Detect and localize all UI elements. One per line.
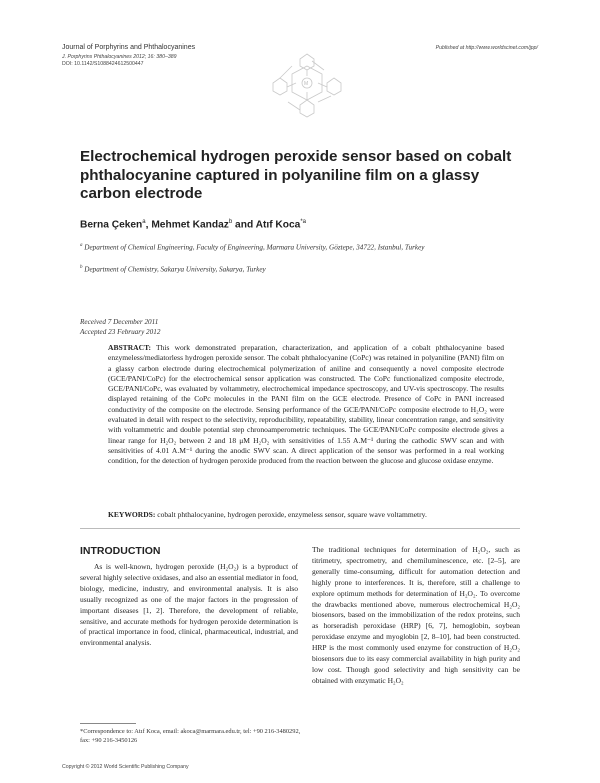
footnote-rule [80,723,136,724]
author-affiliation-mark: a [142,219,146,225]
correspondence-footnote: *Correspondence to: Atıf Koca, email: akoca@marmara.edu.tr, tel: +90 216-3480292, fax: +90 216-3450126 [80,728,301,744]
abstract [108,343,504,467]
author-list [80,219,306,230]
author-affiliation-mark: b [228,219,233,225]
section-divider [80,528,520,529]
doi: DOI: 10.1142/S1088424612500447 [62,61,144,67]
keywords [108,510,504,520]
introduction-right-column: The traditional techniques for determination of H₂O₂, such as titrimetry, spectrometry, and chemiluminescence, etc. [2–5], are generally time-consuming, difficult for automation detection and highly prone to interferences. It is, therefore, still a challenge to explore optimum methods for determination of H₂O₂. To overcome the drawbacks mentioned above, numerous electrochemical H₂O₂ biosensors, based on the immobilization of the redox proteins, such as horseradish peroxidase (HRP) [6, 7], hemoglobin, soybean peroxidase enzyme and myoglobin [2, 8–10], had been constructed. HRP is the most commonly used enzyme for construction of H₂O₂ biosensors due to its easy commercial availability in high purity and low cost. Though good selectivity and high sensitivity can be obtained with enzymatic H₂O₂ [312,545,520,685]
affiliation [80,241,530,252]
affiliation-text: Department of Chemistry, Sakarya University, Sakarya, Turkey [82,265,266,274]
journal-name: Journal of Porphyrins and Phthalocyanines [62,44,196,51]
introduction-heading: INTRODUCTION [80,545,161,557]
keywords-text: cobalt phthalocyanine, hydrogen peroxide, enzymeless sensor, square wave voltammetry. [155,510,427,519]
author-separator: , [145,219,152,231]
affiliation-mark: b [80,265,83,270]
accepted-date: Accepted 23 February 2012 [80,328,161,336]
received-date: Received 7 December 2011 [80,318,159,326]
introduction-left-column: As is well-known, hydrogen peroxide (H₂O₂) is a byproduct of several highly selective oxidases, and also an essential mediator in food, biology, medicine, industry, and environmental analysis. It is also usually recognized as one of the major factors in the progression of important diseases [1, 2]. Therefore, the development of reliable, sensitive, and accurate methods for hydrogen peroxide determination is of practical importance in food, clinical, pharmaceutical, industrial, and environmental analysis. [80,562,298,648]
phthalocyanine-logo [268,52,346,124]
abstract-text: This work demonstrated preparation, characterization, and application of a cobalt phthalocyanine based enzymeless/mediatorless hydrogen peroxide sensor. The cobalt phthalocyanine (CoPc) was retained in polyaniline (PANI) film on a glassy carbon electrode during electrochemical polymerization of aniline and consequently a novel composite electrode (GCE/PANI/CoPc) for the electrochemical sensor application was constructed. The CoPc functionalized composite electrode, GCE/PANI/CoPc, was evaluated by voltammetry, electrochemical impedance spectroscopy, and UV-vis spectroscopy. The results displayed retaining of the CoPc molecules in the PANI film on the GCE electrode. Presence of CoPc in PANI increased conductivity of the composite on the electrode. Sensing performance of the GCE/PANI/CoPc composite electrode to H₂O₂ were evaluated in detail with respect to the selectivity, reproducibility, repeatability, stability, linear concentration range, and sensitivity with voltammetric and double potential step chronoamperometric techniques. The GCE/PANI/CoPc composite electrode gives a linear range for H₂O₂ between 2 and 18 μM H₂O₂ with sensitivities of 1.55 A.M⁻¹ during the cathodic SWV scan and with sensitivities of 4.01 A.M⁻¹ during the anodic SWV scan. A direct application of the sensor was performed in a real working condition, for the detection of hydrogen peroxide produced from the reaction between the glucose and glucose oxidase enzyme. [108,343,504,466]
affiliation [80,263,530,274]
author-affiliation-mark: *a [300,219,307,225]
affiliation-mark: a [80,243,83,248]
journal-citation: J. Porphyrins Phthalocyanines 2012; 16: 380–389 [62,54,177,60]
author-name: Mehmet Kandaz [151,219,229,231]
author-name: Atıf Koca [255,219,301,231]
author-and: and [232,219,256,231]
article-dates [80,317,160,337]
keywords-label: KEYWORDS: [108,510,156,519]
affiliation-text: Department of Chemical Engineering, Faculty of Engineering, Marmara University, Göztepe, 34722, Istanbul, Turkey [82,243,425,252]
abstract-label: ABSTRACT: [108,343,152,352]
author-name: Berna Çeken [80,219,143,231]
copyright: Copyright © 2012 World Scientific Publishing Company [62,764,189,770]
published-at-link[interactable]: Published at http://www.worldscinet.com/jpp/ [435,45,538,51]
svg-text:M: M [304,81,309,87]
article-title: Electrochemical hydrogen peroxide sensor based on cobalt phthalocyanine captured in polyaniline film on a glassy carbon electrode [80,148,512,202]
